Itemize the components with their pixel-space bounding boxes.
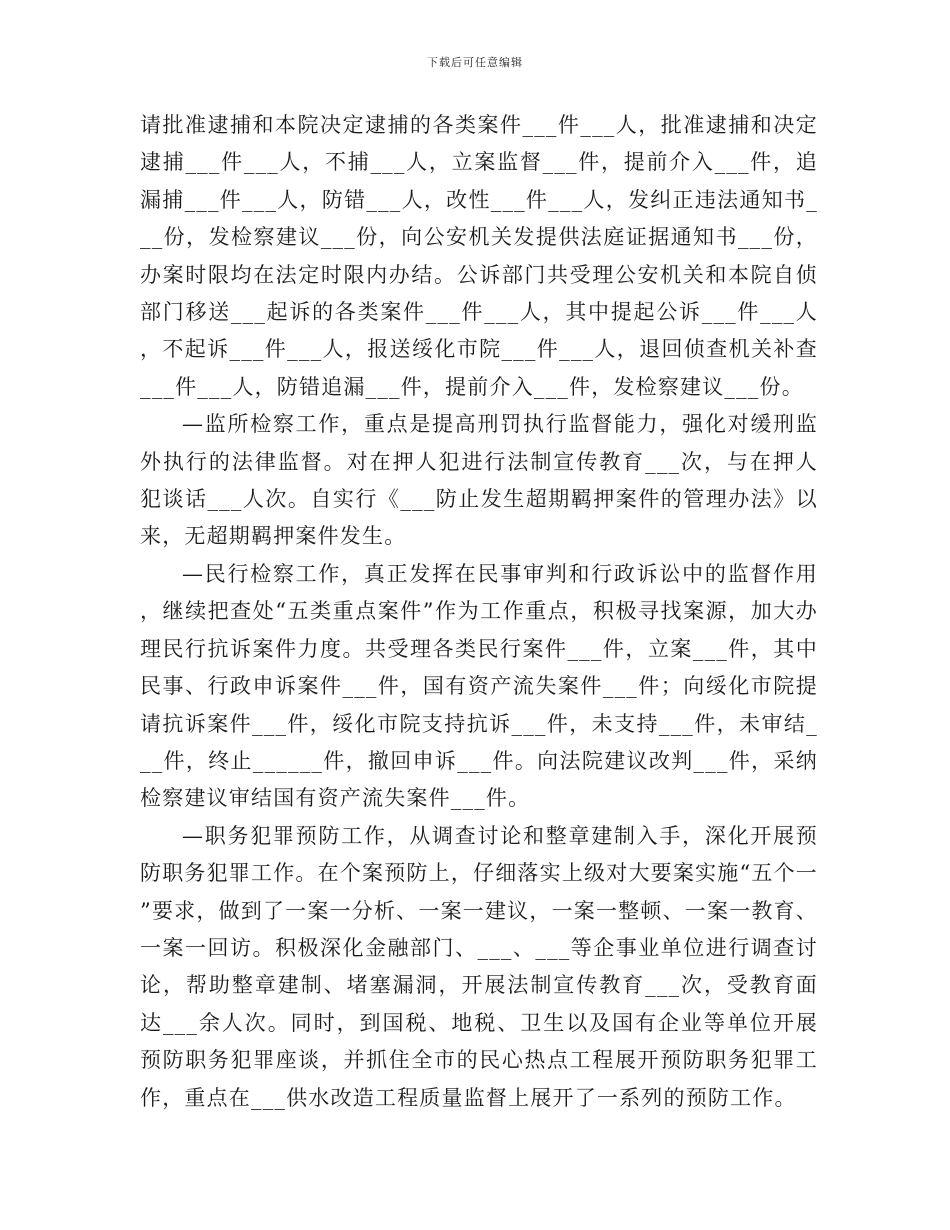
paragraph-civil-administrative: —民行检察工作，真正发挥在民事审判和行政诉讼中的监督作用，继续把查处“五类重点案件”作为工作重点，积极寻找案源，加大办理民行抗诉案件力度。共受理各类民行案件___件，立案___件，其中民事、行政申诉案件___件，国有资产流失案件___件；向绥化市院提请抗诉案件___件，绥化市院支持抗诉___件，未支持___件，未审结___件，终止______件，撤回申诉___件。向法院建议改判___件，采纳检察建议审结国有资产流失案件___件。 <box>140 561 818 811</box>
paragraph-prison-supervision: —监所检察工作，重点是提高刑罚执行监督能力，强化对缓刑监外执行的法律监督。对在押人犯进行法制宣传教育___次，与在押人犯谈话___人次。自实行《___防止发生超期羁押案件的管理办法》以来，无超期羁押案件发生。 <box>140 412 818 549</box>
paragraph-case-statistics: 请批准逮捕和本院决定逮捕的各类案件___件___人，批准逮捕和决定逮捕___件___人，不捕___人，立案监督___件，提前介入___件，追漏捕___件___人，防错___人，改性___件___人，发纠正违法通知书___份，发检察建议___份，向公安机关发提供法庭证据通知书___份，办案时限均在法定时限内办结。公诉部门共受理公安机关和本院自侦部门移送___起诉的各类案件___件___人，其中提起公诉___件___人，不起诉___件___人，报送绥化市院___件___人，退回侦查机关补查___件___人，防错追漏___件，提前介入___件，发检察建议___份。 <box>140 113 818 399</box>
document-body <box>140 107 818 1117</box>
paragraph-crime-prevention: —职务犯罪预防工作，从调查讨论和整章建制入手，深化开展预防职务犯罪工作。在个案预防上，仔细落实上级对大要案实施“五个一”要求，做到了一案一分析、一案一建议，一案一整顿、一案一教育、一案一回访。积极深化金融部门、___、___等企事业单位进行调查讨论，帮助整章建制、堵塞漏洞，开展法制宣传教育___次，受教育面达___余人次。同时，到国税、地税、卫生以及国有企业等单位开展预防职务犯罪座谈，并抓住全市的民心热点工程展开预防职务犯罪工作，重点在___供水改造工程质量监督上展开了一系列的预防工作。 <box>140 823 818 1110</box>
page-header: 下载后可任意编辑 <box>427 56 523 69</box>
